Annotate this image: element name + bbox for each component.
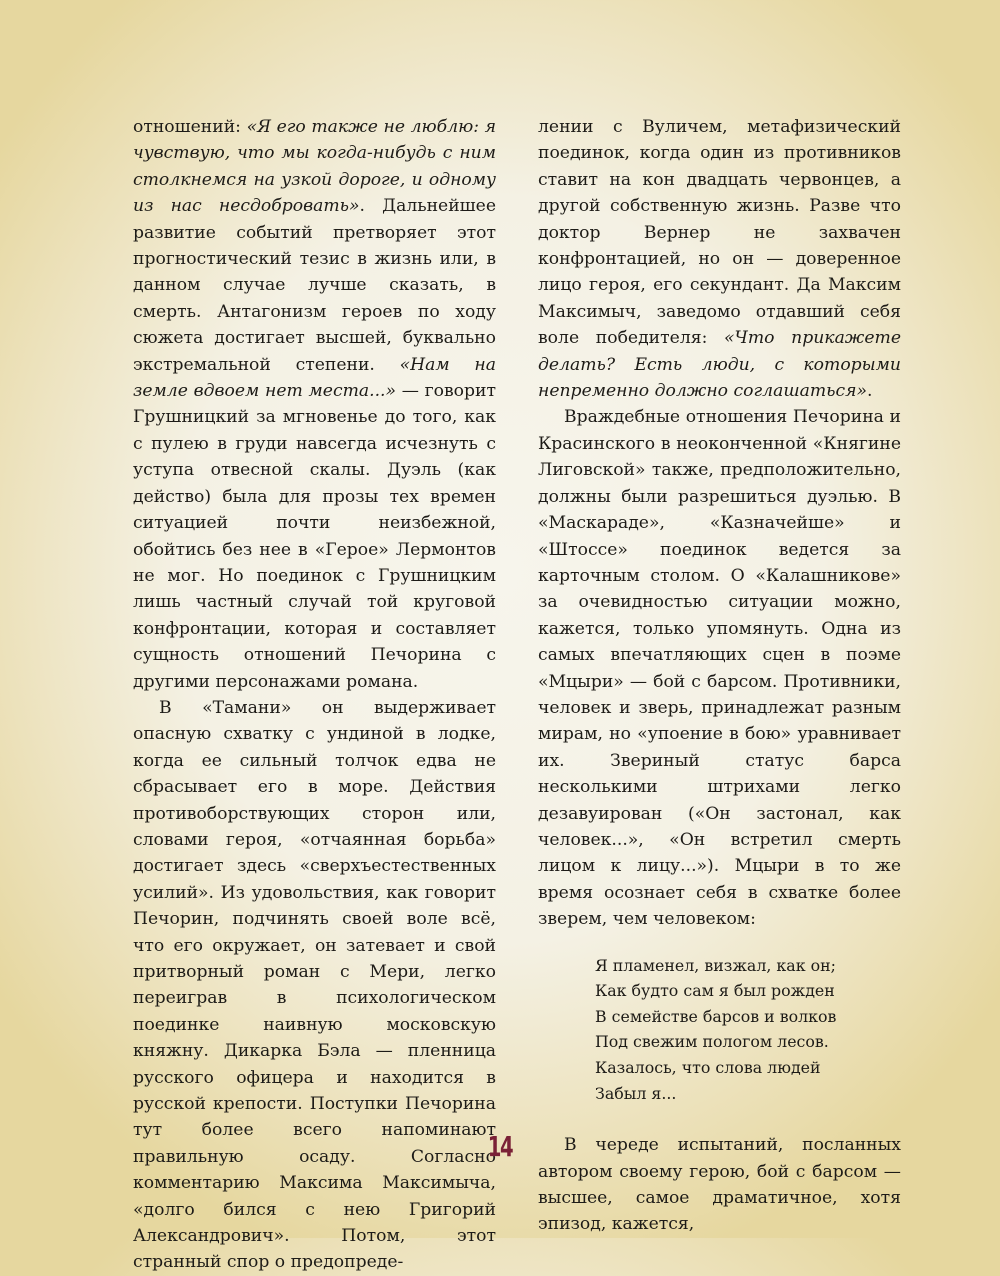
- page-number: 14: [487, 1130, 513, 1163]
- text-run: . Дальнейшее развитие событий претворяет этот прогностический тезис в жизнь или, в данном случае лучше сказать, в смерть. Антагонизм героев по ходу сюжета достигает высшей, буквально экстремальной степени.: [133, 196, 497, 375]
- verse-line: Казалось, что слова людей: [595, 1057, 821, 1077]
- text-run: — говорит Грушницкий за мгновенье до того, как с пулею в груди навсегда исчезнуть с уступа отвесной скалы. Дуэль (как действо) была для прозы тех времен ситуацией почти неизбежной, обойтись без нее в «Герое» Лермонтов не мог. Но поединок с Грушницким лишь частный случай той круговой конфронтации, которая и составляет сущность отношений Печорина с другими персонажами романа.: [133, 381, 496, 692]
- paragraph: В череде испытаний, посланных автором своему герою, бой с барсом — высшее, самое драматичное, хотя эпизод, кажется,: [538, 1135, 901, 1235]
- quote: «Нам на земле вдвоем нет места...»: [133, 354, 496, 402]
- paragraph: [538, 114, 901, 404]
- text-run: .: [867, 381, 873, 402]
- paragraph: В «Тамани» он выдерживает опасную схватку с ундиной в лодке, когда ее сильный толчок едва не сбрасывает его в море. Действия противоборствующих сторон или, словами героя, «отчаянная борьба» достигает здесь «сверхъестественных усилий». Из удовольствия, как говорит Печорин, подчинять своей воле всё, что его окружает, он затевает и свой притворный роман с Мери, легко переиграв в психологическом поединке наивную московскую княжну. Дикарка Бэла — пленница русского офицера и находится в русской крепости. Поступки Печорина тут более всего напоминают правильную осаду. Согласно комментарию Максима Максимыча, «долго бился с нею Григорий Александрович». Потом, этот странный спор о предопреде-: [133, 697, 496, 1273]
- text-run: отношений:: [133, 117, 247, 137]
- right-column: [538, 114, 901, 1238]
- text-run: лении с Вуличем, метафизический поединок, когда один из противников ставит на кон двадцать червонцев, а другой собственную жизнь. Разве что доктор Вернер не захвачен конфронтацией, но он — доверенное лицо героя, его секундант. Да Максим Максимыч, заведомо отдавший себя воле победителя:: [538, 117, 901, 349]
- verse-block: [595, 953, 901, 1107]
- verse-line: Я пламенел, визжал, как он;: [595, 955, 836, 975]
- left-column: [133, 114, 496, 1276]
- paragraph: [133, 114, 496, 695]
- verse-line: Под свежим пологом лесов.: [595, 1032, 829, 1052]
- verse-line: Как будто сам я был рожден: [595, 981, 835, 1001]
- paragraph: Враждебные отношения Печорина и Красинского в неоконченной «Княгине Лиговской» также, предположительно, должны были разрешиться дуэлью. В «Маскараде», «Казначейше» и «Штоссе» поединок ведется за карточным столом. О «Калашникове» за очевидностью ситуации можно, кажется, только упомянуть. Одна из самых впечатляющих сцен в поэме «Мцыри» — бой с барсом. Противники, человек и зверь, принадлежат разным мирам, но «упоение в бою» уравнивает их. Звериный статус барса несколькими штрихами легко дезавуирован («Он застонал, как человек...», «Он встретил смерть лицом к лицу...»). Мцыри в то же время осознает себя в схватке более зверем, чем человеком:: [538, 407, 901, 930]
- verse-line: Забыл я...: [595, 1083, 677, 1103]
- quote: «Я его также не люблю: я чувствую, что мы когда-нибудь с ним столкнемся на узкой дороге, и одному из нас несдобровать»: [133, 117, 496, 217]
- verse-line: В семействе барсов и волков: [595, 1006, 837, 1026]
- quote: «Что прикажете делать? Есть люди, с которыми непременно должно соглашаться»: [538, 328, 901, 402]
